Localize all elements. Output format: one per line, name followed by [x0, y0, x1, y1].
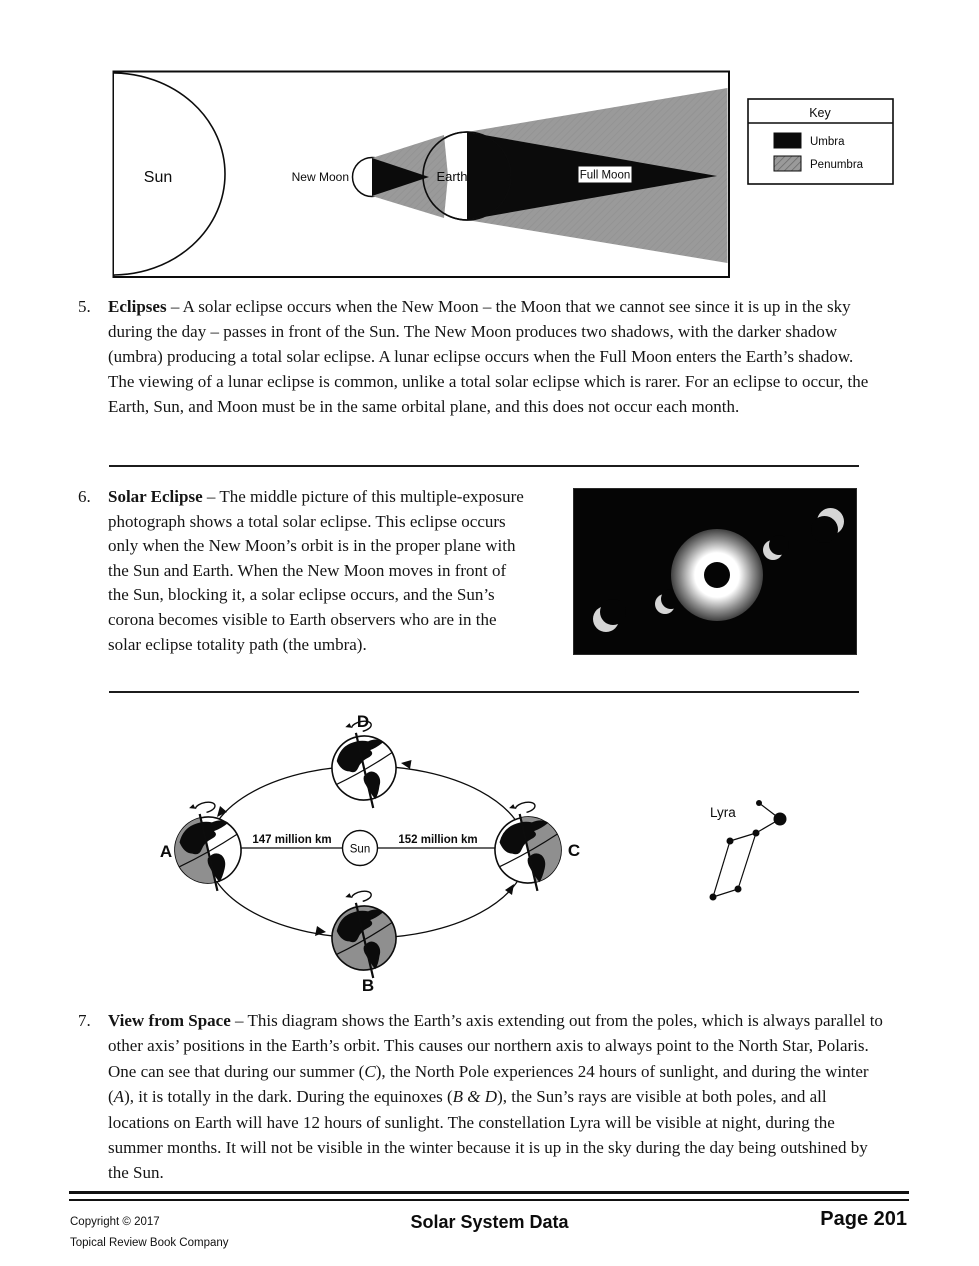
copyright-line-2: Topical Review Book Company	[70, 1237, 229, 1249]
distance-152: 152 million km	[398, 834, 478, 846]
position-label-a: A	[159, 842, 173, 861]
distance-147: 147 million km	[252, 834, 332, 846]
eclipse-totality-disk	[704, 562, 730, 588]
item-7-text: View from Space – This diagram shows the Earth’s axis extending out from the poles, which is always parallel to other axis’ positions in the Earth’s orbit. This causes our northern axis to always point to the North Star, Polaris. One can see that during our summer (C), the North Pole experiences 24 hours of sunlight, and during the winter (A), it is totally in the dark. During the equinoxes (B & D), the Sun’s rays are visible at both poles, and all locations on Earth will have 12 hours of sunlight. The constellation Lyra will be visible at night, during the summer months. It will not be visible in the winter because it is up in the sky during the day being outshined by the Sun.	[108, 1011, 883, 1183]
penumbra-label: Penumbra	[810, 159, 864, 171]
eclipse-shadow-figure	[0, 0, 979, 300]
earth-orbit-figure	[0, 700, 979, 1010]
earth-globe-c	[485, 796, 570, 899]
eclipse-phase-crescent-3	[763, 540, 783, 560]
lyra-label: Lyra	[710, 805, 736, 820]
copyright-line-1: Copyright © 2017	[70, 1216, 160, 1228]
full-moon-label: Full Moon	[579, 169, 631, 182]
earth-globe-b	[322, 885, 404, 985]
umbra-swatch	[774, 133, 801, 148]
position-label-b: B	[361, 976, 375, 995]
item-7-number: 7.	[78, 1011, 91, 1030]
key-title: Key	[809, 106, 831, 120]
umbra-label: Umbra	[810, 136, 845, 148]
new-moon-label: New Moon	[291, 170, 349, 184]
footer-section-title: Solar System Data	[410, 1212, 569, 1232]
sun-label: Sun	[143, 169, 173, 186]
footer-page-number: Page 201	[820, 1208, 907, 1230]
footer-double-rule	[69, 1191, 909, 1201]
item-5-eclipses	[78, 294, 880, 419]
position-label-d: D	[356, 712, 370, 731]
eclipse-phase-crescent-1	[593, 606, 619, 632]
eclipse-phase-crescent-4	[817, 508, 844, 535]
key-legend	[748, 99, 893, 184]
item-6-number: 6.	[78, 487, 91, 506]
orbit-arrow-to-c	[505, 884, 514, 895]
earth-globe-a	[165, 796, 250, 899]
solar-eclipse-photo	[573, 488, 857, 655]
item-5-number: 5.	[78, 297, 91, 316]
position-label-c: C	[567, 841, 581, 860]
section-divider	[109, 465, 859, 467]
item-7-view-from-space	[78, 1008, 884, 1186]
item-6-text: Solar Eclipse – The middle picture of this multiple-exposure photograph shows a total solar eclipse. This eclipse occurs only when the New Moon’s orbit is in the proper plane with the Sun and Earth. When the New Moon moves in front of the Sun, blocking it, a solar eclipse occurs, and the Sun’s corona becomes visible to Earth observers who are in the solar eclipse totality path (the umbra).	[108, 487, 524, 654]
earth-label: Earth	[436, 169, 468, 184]
item-5-text: Eclipses – A solar eclipse occurs when the New Moon – the Moon that we cannot see since it is up in the sky during the day – passes in front of the Sun. The New Moon produces two shadows, with the darker shadow (umbra) producing a total solar eclipse. A lunar eclipse occurs when the Full Moon enters the Earth’s shadow. The viewing of a lunar eclipse is common, unlike a total solar eclipse which is rarer. For an eclipse to occur, the Earth, Sun, and Moon must be in the same orbital plane, and this does not occur each month.	[108, 297, 869, 416]
orbit-sun-label: Sun	[349, 843, 371, 856]
eclipse-phase-crescent-2	[655, 594, 675, 614]
item-6-solar-eclipse	[78, 485, 530, 657]
section-divider	[109, 691, 859, 693]
